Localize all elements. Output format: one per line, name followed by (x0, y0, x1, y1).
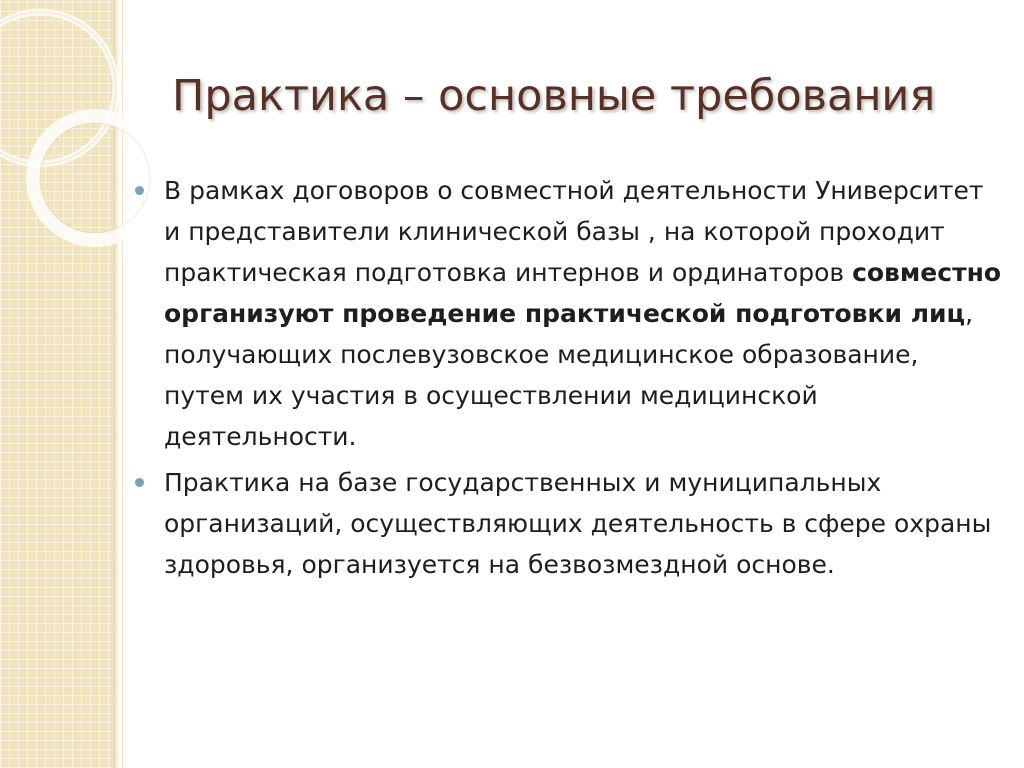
bullet-text: Практика на базе государственных и муниципальных организаций, осуществляющих деятельность в сфере охраны здоровья, организуется на безвозмездной основе. (164, 468, 992, 579)
bullet-dot-icon (135, 478, 144, 487)
bullet-list (134, 170, 1004, 590)
bullet-text-regular-end: , получающих послевузовское медицинское образование, путем их участия в осуществлении медицинской деятельности. (164, 299, 974, 451)
bullet-item (134, 170, 1004, 457)
bullet-text (164, 176, 1001, 451)
slide-title: Практика – основные требования (172, 71, 936, 121)
bullet-item (134, 462, 1004, 585)
bullet-dot-icon (135, 186, 144, 195)
bullet-text-bold: совместно организуют проведение практической подготовки лиц (164, 258, 1002, 328)
bullet-text-regular: В рамках договоров о совместной деятельности Университет и представители клинической базы , на которой проходит практическая подготовка интернов и ординаторов (164, 176, 984, 287)
